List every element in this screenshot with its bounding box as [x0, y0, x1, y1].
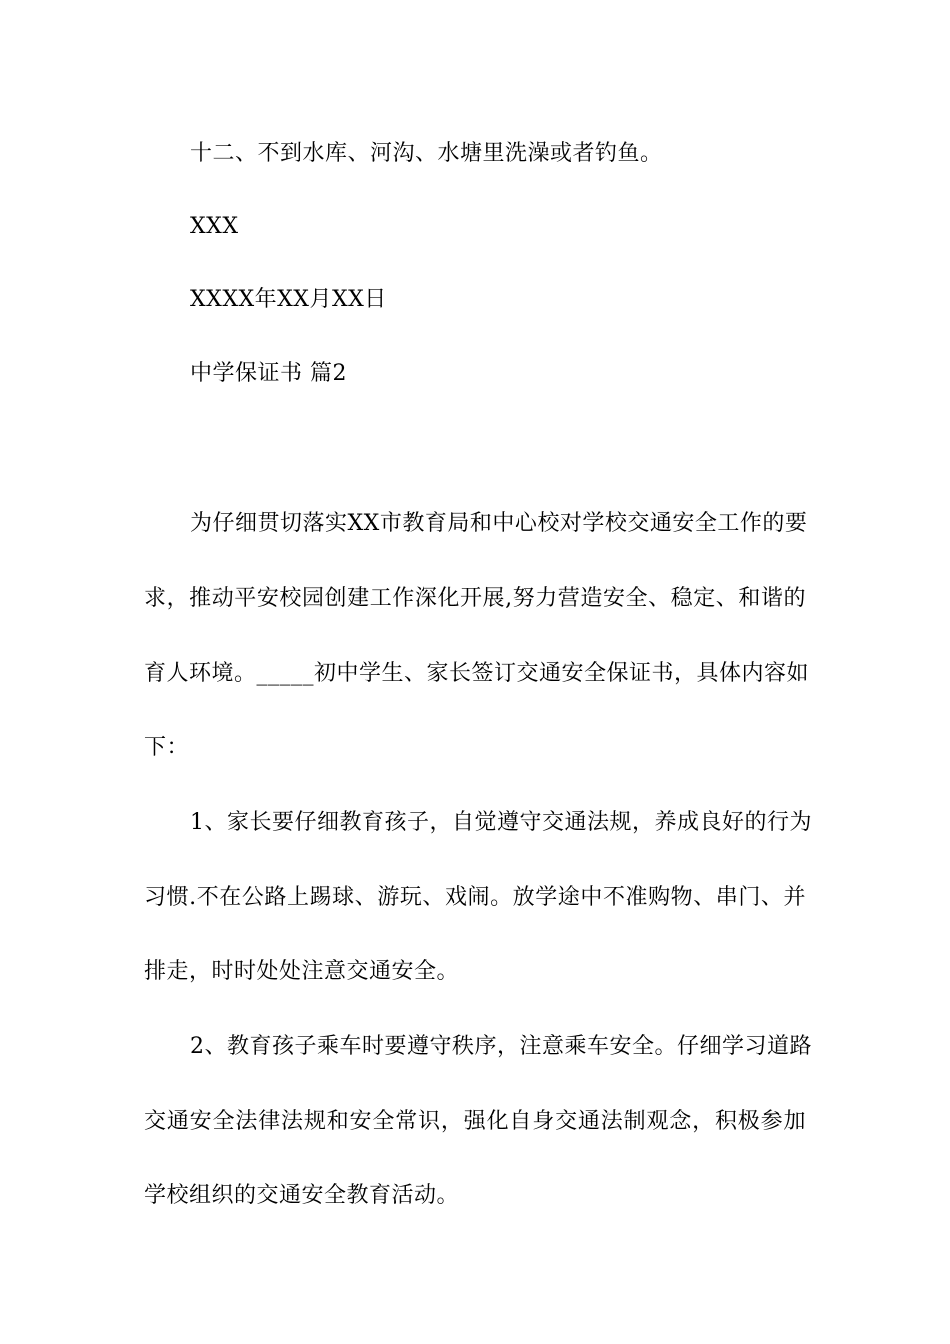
item-two-line: 2、教育孩子乘车时要遵守秩序，注意乘车安全。仔细学习道路 — [190, 1034, 812, 1059]
item-one-line: 排走，时时处处注意交通安全。 — [144, 959, 460, 984]
signature-name: XXX — [190, 214, 239, 239]
item-two-line: 学校组织的交通安全教育活动。 — [144, 1183, 460, 1208]
paragraph-intro-line: 育人环境。_____初中学生、家长签订交通安全保证书，具体内容如 — [144, 661, 810, 686]
paragraph-intro-line: 下： — [144, 735, 190, 760]
paragraph-intro-line: 求，推动平安校园创建工作深化开展,努力营造安全、稳定、和谐的 — [144, 586, 806, 611]
signature-date: XXXX年XX月XX日 — [190, 287, 387, 312]
item-two-line: 交通安全法律法规和安全常识，强化自身交通法制观念，积极参加 — [144, 1109, 806, 1134]
item-one-line: 1、家长要仔细教育孩子，自觉遵守交通法规，养成良好的行为 — [190, 810, 812, 835]
item-one-line: 习惯.不在公路上踢球、游玩、戏闹。放学途中不准购物、串门、并 — [144, 885, 806, 910]
rule-twelve: 十二、不到水库、河沟、水塘里洗澡或者钓鱼。 — [190, 141, 663, 166]
paragraph-intro-line: 为仔细贯切落实XX市教育局和中心校对学校交通安全工作的要 — [190, 511, 808, 536]
section-title: 中学保证书 篇2 — [190, 361, 347, 386]
